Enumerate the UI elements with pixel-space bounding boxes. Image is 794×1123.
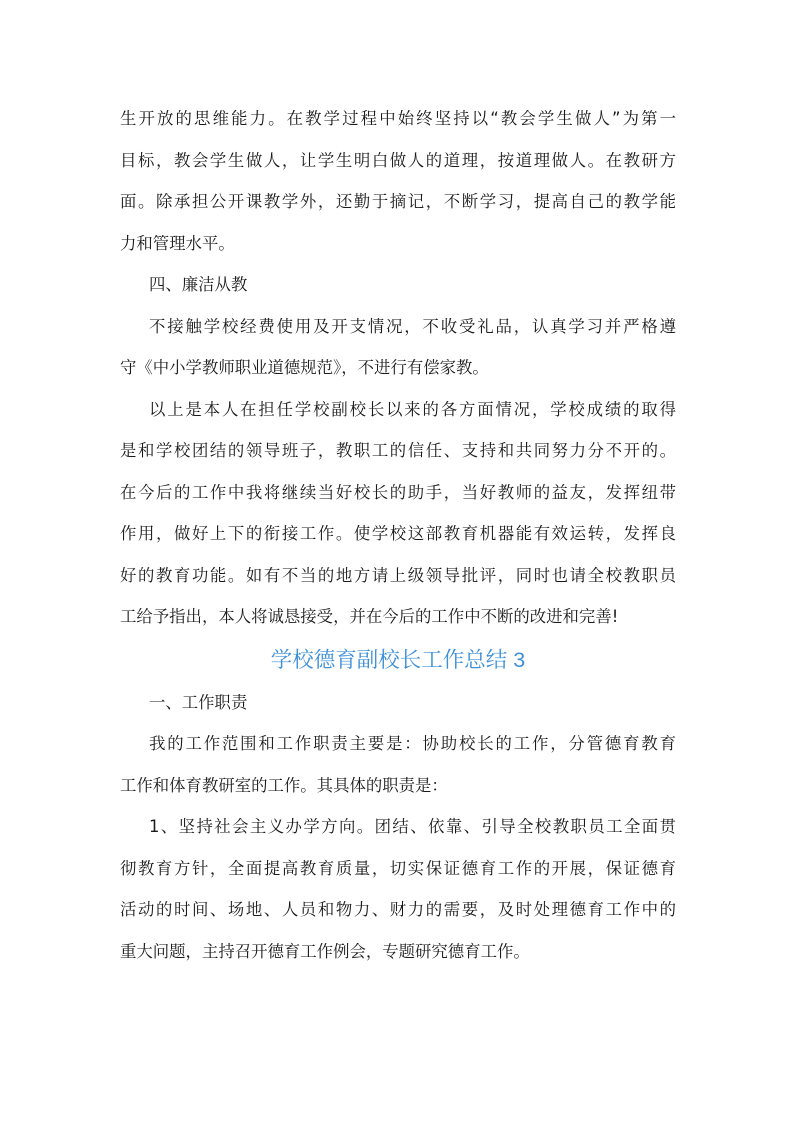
paragraph: [120, 723, 676, 806]
text-line: 好的教育功能。如有不当的地方请上级领导批评，同时也请全校教职员: [120, 565, 676, 585]
text-line: 守《中小学教师职业道德规范》，不进行有偿家教。: [120, 358, 489, 377]
subheading: [120, 682, 676, 724]
text-line: 1、坚持社会主义办学方向。团结、依靠、引导全校教职员工全面贯: [149, 817, 676, 836]
text-line: 工作和体育教研室的工作。其具体的职责是：: [120, 775, 448, 795]
text-line: 工给予指出，本人将诚恳接受，并在今后的工作中不断的改进和完善!: [120, 607, 619, 626]
paragraph: [120, 389, 676, 638]
text-line: 生开放的思维能力。在教学过程中始终坚持以“教会学生做人”为第一: [120, 109, 676, 128]
paragraph: [120, 306, 676, 389]
text-line: 在今后的工作中我将继续当好校长的助手，当好教师的益友，发挥纽带: [120, 482, 676, 502]
text-line: 重大问题，主持召开德育工作例会，专题研究德育工作。: [120, 941, 530, 961]
subheading: [120, 264, 676, 306]
text-line: 一、工作职责: [149, 692, 248, 712]
paragraph: [120, 98, 676, 264]
text-line: 目标，教会学生做人，让学生明白做人的道理，按道理做人。在教研方: [120, 150, 676, 170]
text-line: 不接触学校经费使用及开支情况，不收受礼品，认真学习并严格遵: [149, 316, 676, 336]
text-line: 力和管理水平。: [120, 233, 235, 253]
section-title: 学校德育副校长工作总结 3: [270, 647, 526, 672]
text-line: 彻教育方针，全面提高教育质量，切实保证德育工作的开展，保证德育: [120, 858, 676, 878]
text-line: 以上是本人在担任学校副校长以来的各方面情况，学校成绩的取得: [149, 399, 676, 419]
text-line: 我的工作范围和工作职责主要是：协助校长的工作，分管德育教育: [149, 734, 676, 753]
text-line: 四、廉洁从教: [149, 275, 248, 294]
text-line: 作用，做好上下的衔接工作。使学校这部教育机器能有效运转，发挥良: [120, 524, 676, 543]
paragraph: [120, 806, 676, 972]
text-line: 活动的时间、场地、人员和物力、财力的需要，及时处理德育工作中的: [120, 900, 676, 919]
document-page: [120, 98, 676, 972]
text-line: 面。除承担公开课教学外，还勤于摘记，不断学习，提高自己的教学能: [120, 192, 676, 211]
text-line: 是和学校团结的领导班子，教职工的信任、支持和共同努力分不开的。: [120, 441, 676, 460]
